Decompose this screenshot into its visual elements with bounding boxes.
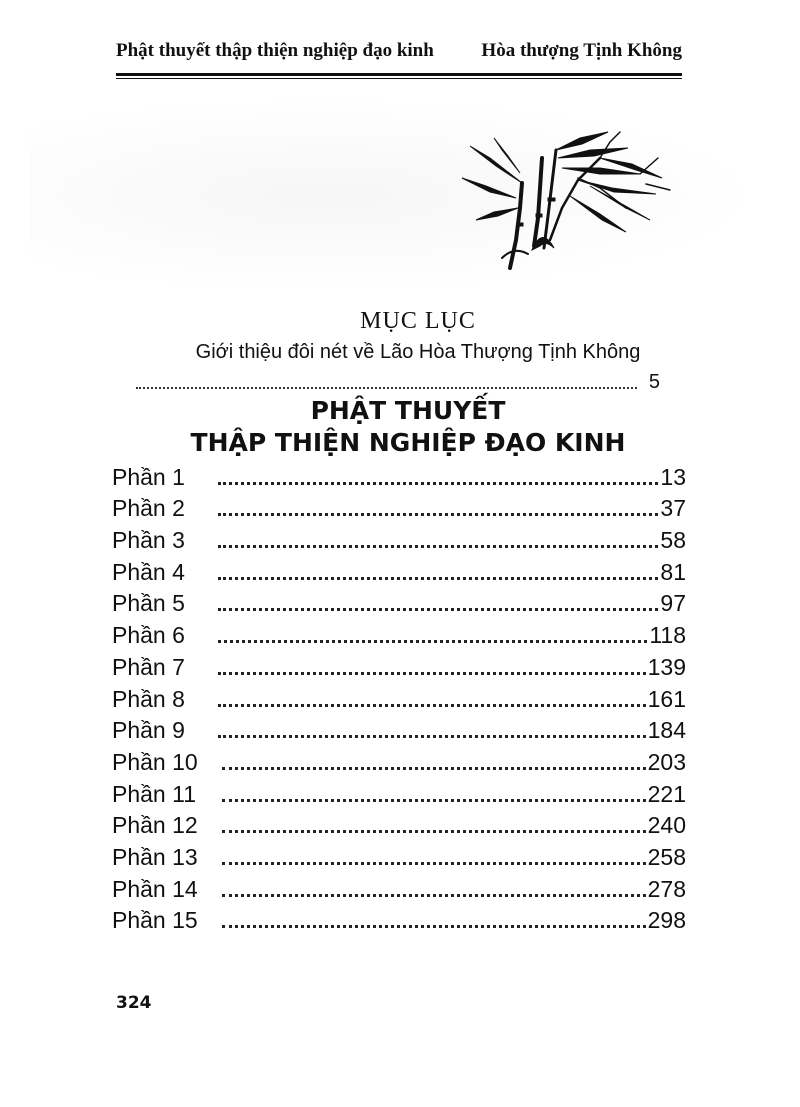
dot-leader bbox=[218, 481, 658, 485]
toc-entry-page: 161 bbox=[647, 685, 686, 712]
header-author: Hòa thượng Tịnh Không bbox=[481, 40, 682, 61]
header-book-title: Phật thuyết thập thiện nghiệp đạo kinh bbox=[116, 40, 434, 61]
toc-entry-label: Phần 15 bbox=[112, 907, 198, 934]
dot-leader bbox=[222, 893, 646, 897]
toc-entry bbox=[112, 870, 686, 902]
toc-entry-page: 58 bbox=[660, 527, 686, 554]
dot-leader bbox=[218, 544, 658, 548]
dot-leader bbox=[136, 386, 637, 389]
header-rule-thin bbox=[116, 78, 682, 79]
toc-entry bbox=[112, 585, 686, 617]
dot-leader bbox=[218, 607, 658, 611]
dot-leader bbox=[218, 734, 646, 738]
section-title-line2: THẬP THIỆN NGHIỆP ĐẠO KINH bbox=[190, 428, 626, 457]
toc-entry bbox=[112, 712, 686, 744]
toc-entry bbox=[112, 807, 686, 839]
toc-entry-label: Phần 13 bbox=[112, 843, 198, 870]
toc-entry bbox=[112, 680, 686, 712]
bamboo-illustration bbox=[450, 128, 675, 273]
toc-entry-page: 139 bbox=[647, 653, 686, 680]
toc-entry-label: Phần 3 bbox=[112, 527, 185, 554]
toc-entry-label: Phần 10 bbox=[112, 748, 198, 775]
dot-leader bbox=[222, 861, 646, 865]
toc-entry-page: 278 bbox=[647, 875, 686, 902]
toc-entry-page: 81 bbox=[660, 558, 686, 585]
toc-intro-label: Giới thiệu đôi nét về Lão Hòa Thượng Tịnh Không bbox=[195, 341, 641, 363]
toc-entry-page: 298 bbox=[647, 907, 686, 934]
toc-entry-page: 203 bbox=[647, 748, 686, 775]
dot-leader bbox=[222, 924, 646, 928]
toc-title: MỤC LỤC bbox=[360, 308, 476, 334]
header-rule bbox=[116, 73, 682, 76]
toc-entry-label: Phần 8 bbox=[112, 685, 185, 712]
toc-entry-label: Phần 1 bbox=[112, 463, 185, 490]
toc-entry-page: 221 bbox=[647, 780, 686, 807]
toc-entry-label: Phần 11 bbox=[112, 780, 196, 807]
toc-entry-label: Phần 2 bbox=[112, 495, 185, 522]
toc-entry bbox=[112, 616, 686, 648]
toc-entry-page: 258 bbox=[647, 843, 686, 870]
toc-entry-label: Phần 7 bbox=[112, 653, 185, 680]
toc-entry-page: 97 bbox=[660, 590, 686, 617]
toc-entry bbox=[112, 553, 686, 585]
toc-entry-page: 184 bbox=[647, 717, 686, 744]
section-title-line1: PHẬT THUYẾT bbox=[310, 396, 506, 425]
toc-entry bbox=[112, 521, 686, 553]
dot-leader bbox=[218, 703, 646, 707]
toc-entry bbox=[112, 838, 686, 870]
toc-entry-page: 37 bbox=[660, 495, 686, 522]
running-header bbox=[116, 40, 682, 70]
toc-intro-line bbox=[136, 368, 660, 394]
toc-entry bbox=[112, 775, 686, 807]
toc-entry bbox=[112, 458, 686, 490]
toc-entry-label: Phần 6 bbox=[112, 622, 185, 649]
toc-entry bbox=[112, 490, 686, 522]
dot-leader bbox=[218, 639, 647, 643]
toc-entry-label: Phần 4 bbox=[112, 558, 185, 585]
dot-leader bbox=[222, 798, 646, 802]
dot-leader bbox=[222, 829, 646, 833]
dot-leader bbox=[222, 766, 646, 770]
toc-entry bbox=[112, 648, 686, 680]
toc-entry-label: Phần 14 bbox=[112, 875, 198, 902]
dot-leader bbox=[218, 671, 646, 675]
dot-leader bbox=[218, 576, 658, 580]
toc-entry bbox=[112, 743, 686, 775]
toc-entry-label: Phần 9 bbox=[112, 717, 185, 744]
toc-list bbox=[112, 458, 686, 933]
toc-entry-page: 240 bbox=[647, 812, 686, 839]
toc-entry-page: 13 bbox=[660, 463, 686, 490]
toc-entry-label: Phần 12 bbox=[112, 812, 198, 839]
toc-entry-page: 118 bbox=[649, 622, 686, 649]
toc-entry-label: Phần 5 bbox=[112, 590, 185, 617]
toc-entry bbox=[112, 902, 686, 934]
toc-intro-page: 5 bbox=[648, 371, 660, 393]
dot-leader bbox=[218, 512, 658, 516]
page-number: 324 bbox=[116, 993, 152, 1013]
